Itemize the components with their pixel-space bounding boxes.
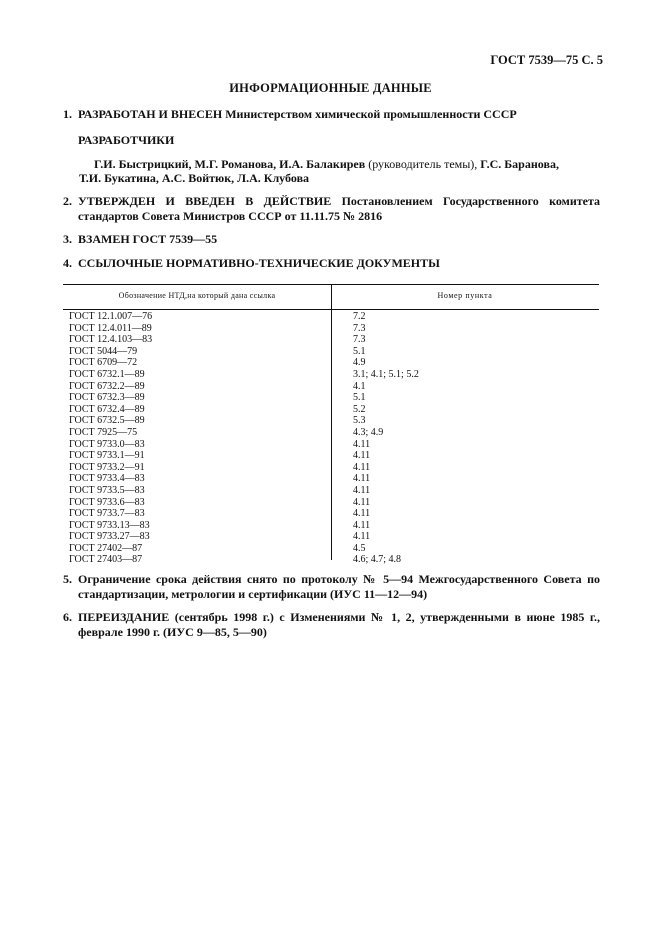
table-cell-document: ГОСТ 12.4.011—89 [69, 322, 152, 334]
table-cell-document: ГОСТ 9733.7—83 [69, 508, 145, 520]
section-2 [63, 194, 600, 224]
table-cell-clause: 5.1 [353, 392, 366, 404]
table-cell-clause: 4.1 [353, 380, 366, 392]
table-cell-document: ГОСТ 27402—87 [69, 542, 143, 554]
table-cell-document: ГОСТ 7925—75 [69, 426, 138, 438]
section-3-number: 3. [63, 232, 72, 246]
table-cell-document: ГОСТ 9733.2—91 [69, 461, 145, 473]
section-4-text: ССЫЛОЧНЫЕ НОРМАТИВНО-ТЕХНИЧЕСКИЕ ДОКУМЕНТЫ [78, 256, 440, 270]
table-cell-document: ГОСТ 9733.13—83 [69, 519, 150, 531]
page-header: ГОСТ 7539—75 С. 5 [490, 53, 603, 67]
developers-list [94, 157, 600, 172]
section-6-number: 6. [63, 610, 72, 624]
section-6-text: ПЕРЕИЗДАНИЕ (сентябрь 1998 г.) с Изменениями № 1, 2, утвержденными в июне 1985 г., феврале 1990 г. (ИУС 9—85, 5—90) [78, 610, 600, 639]
table-cell-clause: 4.11 [353, 496, 371, 508]
table-header-clause: Номер пункта [437, 291, 493, 300]
table-cell-document: ГОСТ 6732.3—89 [69, 392, 145, 404]
developers-line2: Т.И. Букатина, А.С. Войтюк, Л.А. Клубова [79, 171, 310, 185]
table-column-clauses [353, 311, 419, 566]
table-cell-document: ГОСТ 9733.4—83 [69, 473, 145, 485]
table-cell-document: ГОСТ 9733.6—83 [69, 496, 145, 508]
section-6 [63, 610, 600, 640]
table-cell-document: ГОСТ 9733.5—83 [69, 484, 145, 496]
table-cell-clause: 4.5 [353, 542, 366, 554]
table-cell-document: ГОСТ 12.4.103—83 [69, 334, 153, 346]
table-cell-clause: 7.3 [353, 334, 366, 346]
table-cell-clause: 5.1 [353, 345, 366, 357]
table-cell-document: ГОСТ 6732.2—89 [69, 380, 145, 392]
table-cell-clause: 4.11 [353, 508, 371, 520]
table-cell-clause: 4.11 [353, 519, 371, 531]
section-3 [63, 232, 217, 247]
table-cell-clause: 5.3 [353, 415, 366, 427]
section-1-text: РАЗРАБОТАН И ВНЕСЕН Министерством химической промышленности СССР [78, 107, 517, 121]
table-cell-clause: 4.3; 4.9 [353, 426, 384, 438]
table-header-document: Обозначение НТД,на который дана ссылка [118, 291, 276, 300]
table-cell-document: ГОСТ 9733.27—83 [69, 531, 150, 543]
section-1 [63, 107, 517, 122]
table-cell-clause: 4.11 [353, 450, 371, 462]
table-cell-clause: 4.11 [353, 438, 371, 450]
table-cell-clause: 4.9 [353, 357, 366, 369]
developers-list-line2 [79, 171, 585, 186]
section-4-number: 4. [63, 256, 72, 270]
section-5 [63, 572, 600, 602]
table-cell-document: ГОСТ 5044—79 [69, 345, 138, 357]
table-cell-clause: 5.2 [353, 403, 366, 415]
table-cell-clause: 4.11 [353, 531, 371, 543]
table-column-documents [69, 311, 152, 566]
table-cell-clause: 4.11 [353, 473, 371, 485]
table-cell-clause: 7.3 [353, 322, 366, 334]
developers-line1-part1: Г.И. Быстрицкий, М.Г. Романова, И.А. Балакирев [94, 157, 366, 171]
table-cell-clause: 4.11 [353, 461, 371, 473]
table-cell-clause: 3.1; 4.1; 5.1; 5.2 [353, 368, 419, 380]
table-cell-clause: 4.6; 4.7; 4.8 [353, 554, 402, 566]
section-3-text: ВЗАМЕН ГОСТ 7539—55 [78, 232, 218, 246]
section-2-number: 2. [63, 194, 72, 208]
developers-line1-role: (руководитель темы), [365, 157, 478, 171]
section-2-text: УТВЕРЖДЕН И ВВЕДЕН В ДЕЙСТВИЕ Постановлением Государственного комитета стандартов Совета Министров СССР от 11.11.75 № 2816 [78, 194, 600, 223]
section-4 [63, 256, 440, 271]
table-cell-document: ГОСТ 6732.5—89 [69, 415, 145, 427]
section-5-text: Ограничение срока действия снято по протоколу № 5—94 Межгосударственного Совета по стандартизации, метрологии и сертификации (ИУС 11—12—94) [78, 572, 600, 601]
table-cell-clause: 4.11 [353, 484, 371, 496]
table-cell-document: ГОСТ 6732.1—89 [69, 368, 145, 380]
section-5-number: 5. [63, 572, 72, 586]
table-cell-document: ГОСТ 9733.0—83 [69, 438, 145, 450]
section-1-number: 1. [63, 107, 72, 121]
developers-line1-part2: Г.С. Баранова, [477, 157, 559, 171]
table-cell-document: ГОСТ 6709—72 [69, 357, 138, 369]
table-cell-document: ГОСТ 12.1.007—76 [69, 311, 153, 322]
table-cell-document: ГОСТ 6732.4—89 [69, 403, 145, 415]
table-cell-document: ГОСТ 27403—87 [69, 554, 143, 566]
table-cell-clause: 7.2 [353, 311, 366, 322]
page-title: ИНФОРМАЦИОННЫЕ ДАННЫЕ [229, 81, 432, 95]
reference-table [63, 284, 599, 566]
table-cell-document: ГОСТ 9733.1—91 [69, 450, 145, 462]
table-column-divider [331, 284, 332, 560]
developers-heading: РАЗРАБОТЧИКИ [78, 133, 175, 147]
